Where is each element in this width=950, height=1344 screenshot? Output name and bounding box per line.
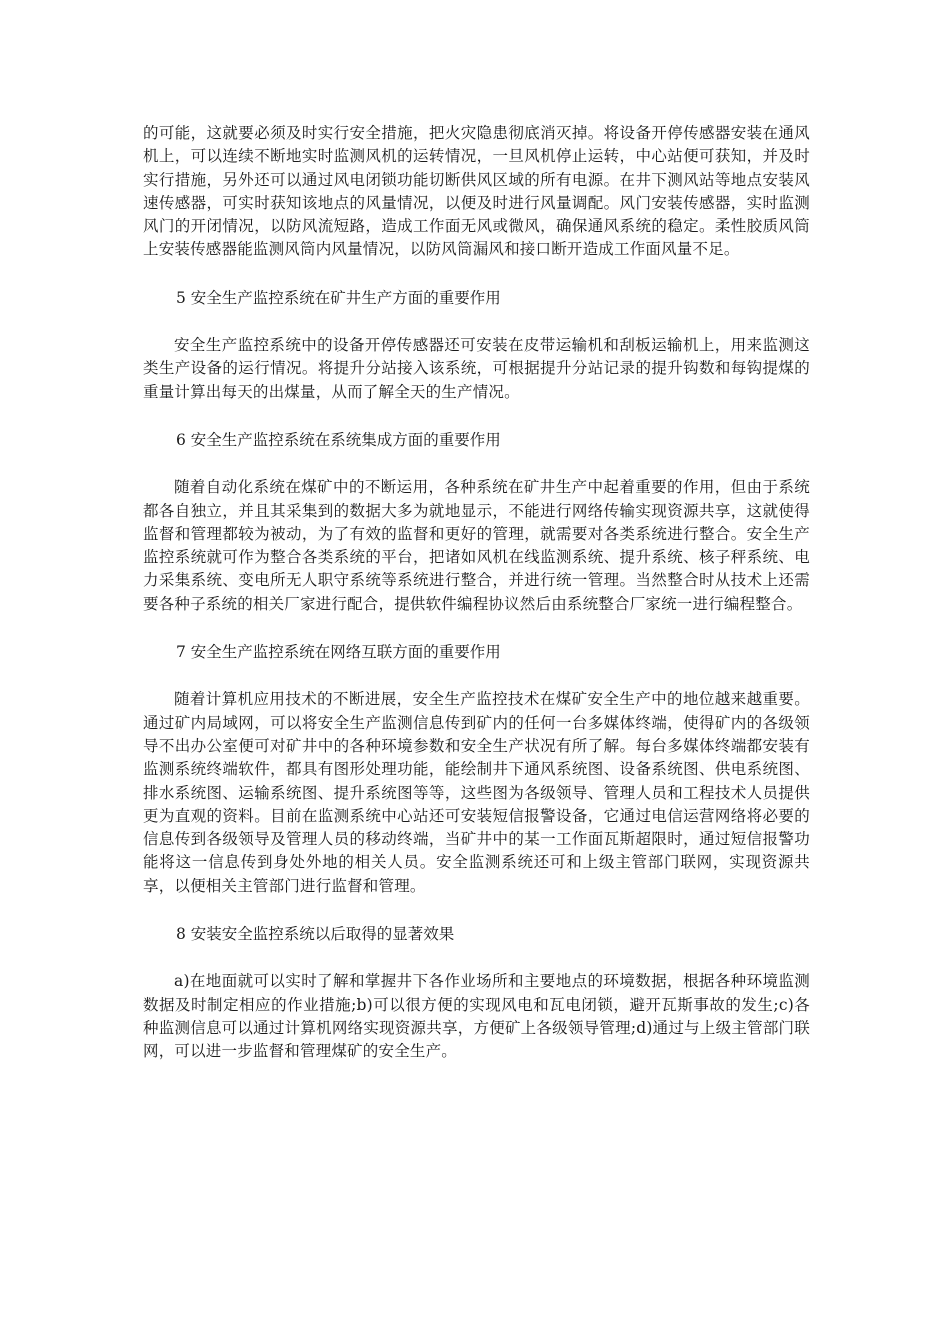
paragraph-section-5: 安全生产监控系统中的设备开停传感器还可安装在皮带运输机和刮板运输机上，用来监测这类生产设备的运行情况。将提升分站接入该系统，可根据提升分站记录的提升钩数和每钩提煤的重量计算出每天的出煤量，从而了解全天的生产情况。	[143, 336, 810, 401]
section-heading-7: 7 安全生产监控系统在网络互联方面的重要作用	[176, 643, 501, 662]
section-heading-8: 8 安装安全监控系统以后取得的显著效果	[176, 925, 455, 944]
document-body	[143, 122, 810, 1064]
paragraph-section-8: a)在地面就可以实时了解和掌握井下各作业场所和主要地点的环境数据，根据各种环境监测数据及时制定相应的作业措施;b)可以很方便的实现风电和瓦电闭锁，避开瓦斯事故的发生;c)各种监测信息可以通过计算机网络实现资源共享，方便矿上各级领导管理;d)通过与上级主管部门联网，可以进一步监督和管理煤矿的安全生产。	[143, 972, 810, 1061]
paragraph-ventilation-continued: 的可能，这就要必须及时实行安全措施，把火灾隐患彻底消灭掉。将设备开停传感器安装在通风机上，可以连续不断地实时监测风机的运转情况，一旦风机停止运转，中心站便可获知，并及时实行措施，另外还可以通过风电闭锁功能切断供风区域的所有电源。在井下测风站等地点安装风速传感器，可实时获知该地点的风量情况，以便及时进行风量调配。风门安装传感器，实时监测风门的开闭情况，以防风流短路，造成工作面无风或微风，确保通风系统的稳定。柔性胶质风筒上安装传感器能监测风筒内风量情况，以防风筒漏风和接口断开造成工作面风量不足。	[143, 124, 810, 259]
paragraph-section-6: 随着自动化系统在煤矿中的不断运用，各种系统在矿井生产中起着重要的作用，但由于系统都各自独立，并且其采集到的数据大多为就地显示，不能进行网络传输实现资源共享，这就使得监督和管理都较为被动，为了有效的监督和更好的管理，就需要对各类系统进行整合。安全生产监控系统就可作为整合各类系统的平台，把诸如风机在线监测系统、提升系统、核子秤系统、电力采集系统、变电所无人职守系统等系统进行整合，并进行统一管理。当然整合时从技术上还需要各种子系统的相关厂家进行配合，提供软件编程协议然后由系统整合厂家统一进行编程整合。	[143, 478, 810, 613]
paragraph-section-7: 随着计算机应用技术的不断进展，安全生产监控技术在煤矿安全生产中的地位越来越重要。通过矿内局域网，可以将安全生产监测信息传到矿内的任何一台多媒体终端，使得矿内的各级领导不出办公室便可对矿井中的各种环境参数和安全生产状况有所了解。每台多媒体终端都安装有监测系统终端软件，都具有图形处理功能，能绘制井下通风系统图、设备系统图、供电系统图、排水系统图、运输系统图、提升系统图等等，这些图为各级领导、管理人员和工程技术人员提供更为直观的资料。目前在监测系统中心站还可安装短信报警设备，它通过电信运营网络将必要的信息传到各级领导及管理人员的移动终端，当矿井中的某一工作面瓦斯超限时，通过短信报警功能将这一信息传到身处外地的相关人员。安全监测系统还可和上级主管部门联网，实现资源共享，以便相关主管部门进行监督和管理。	[143, 690, 810, 895]
section-heading-6: 6 安全生产监控系统在系统集成方面的重要作用	[176, 430, 501, 449]
section-heading-5: 5 安全生产监控系统在矿井生产方面的重要作用	[176, 288, 501, 307]
